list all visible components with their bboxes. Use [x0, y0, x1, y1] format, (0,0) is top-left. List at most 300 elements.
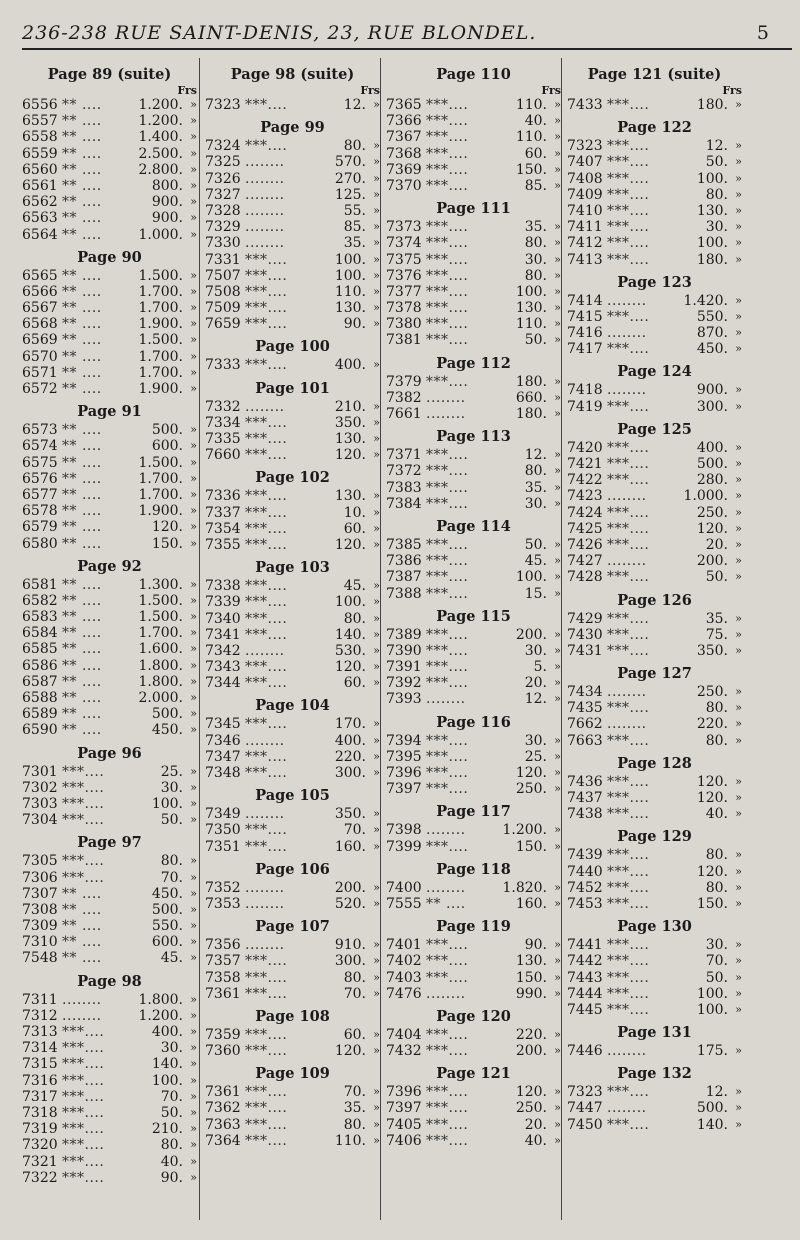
lot-number: 6585	[22, 641, 58, 658]
ditto-mark: »	[735, 554, 742, 568]
ditto-mark: »	[554, 970, 561, 984]
ditto-mark: »	[190, 1008, 197, 1022]
ditto-mark: »	[190, 162, 197, 176]
lot-number: 7383	[386, 479, 422, 496]
ditto-mark: »	[554, 627, 561, 641]
lot-number: 7312	[22, 1007, 58, 1024]
lot-marker: ***....	[607, 773, 650, 790]
lot-price: 900.	[151, 194, 183, 211]
lot-number: 7318	[22, 1104, 58, 1121]
lot-marker: ***....	[426, 1116, 469, 1133]
lot-number: 7444	[567, 985, 603, 1002]
lot-number: 7662	[567, 716, 603, 733]
lot-number: 6584	[22, 625, 58, 642]
table-row	[567, 569, 742, 585]
ditto-mark: »	[190, 227, 197, 241]
lot-price: 120.	[334, 536, 366, 553]
lot-number: 7397	[386, 1100, 422, 1117]
lot-marker: ** ....	[62, 300, 102, 317]
lot-number: 7314	[22, 1040, 58, 1057]
lot-price: 100.	[696, 170, 728, 187]
section-title: Page 89 (suite)	[47, 66, 172, 83]
table-row	[22, 1089, 197, 1105]
ditto-mark: »	[190, 935, 197, 949]
table-row	[205, 880, 380, 896]
ditto-mark: »	[735, 98, 742, 111]
lot-number: 7373	[386, 219, 422, 236]
lot-marker: ***....	[607, 985, 650, 1002]
lot-marker: ***....	[607, 626, 650, 643]
table-row	[205, 659, 380, 675]
lot-number: 7439	[567, 847, 603, 864]
ditto-mark: »	[190, 439, 197, 453]
ditto-mark: »	[373, 643, 380, 657]
ditto-mark: »	[190, 146, 197, 160]
lot-number: 6578	[22, 503, 58, 520]
ditto-mark: »	[735, 236, 742, 250]
ditto-mark: »	[190, 642, 197, 656]
table-row	[567, 138, 742, 154]
lot-price: 5.	[533, 659, 547, 676]
ditto-mark: »	[554, 880, 561, 894]
lot-number: 6559	[22, 145, 58, 162]
lot-marker: ***....	[607, 504, 650, 521]
column-divider	[380, 58, 381, 1220]
lot-number: 7436	[567, 773, 603, 790]
lot-price: 120.	[334, 1043, 366, 1060]
lot-number: 7336	[205, 488, 241, 505]
ditto-mark: »	[554, 954, 561, 968]
lot-marker: ***....	[62, 853, 105, 870]
ditto-mark: »	[373, 489, 380, 503]
lot-price: 350.	[334, 806, 366, 823]
table-row	[386, 586, 561, 602]
table-row	[205, 447, 380, 463]
table-row	[205, 970, 380, 986]
lot-marker: ***....	[62, 795, 105, 812]
section-title: Page 98 (suite)	[230, 66, 355, 83]
ditto-mark: »	[554, 252, 561, 266]
lot-marker: ***....	[426, 161, 469, 178]
lot-price: 125.	[334, 186, 366, 203]
lot-marker: ........	[245, 202, 285, 219]
lot-price: 1.900.	[138, 503, 183, 520]
ditto-mark: »	[190, 577, 197, 591]
ditto-mark: »	[190, 593, 197, 607]
lot-number: 6575	[22, 454, 58, 471]
lot-price: 30.	[524, 732, 547, 749]
lot-number: 7358	[205, 969, 241, 986]
lot-price: 500.	[151, 422, 183, 439]
ditto-mark: »	[373, 284, 380, 298]
lot-marker: ***....	[62, 1056, 105, 1073]
ditto-mark: »	[190, 301, 197, 315]
ditto-mark: »	[190, 1170, 197, 1184]
ditto-mark: »	[554, 1027, 561, 1041]
lot-number: 7431	[567, 642, 603, 659]
ditto-mark: »	[373, 880, 380, 894]
table-row	[567, 1002, 742, 1018]
ditto-mark: »	[190, 423, 197, 437]
lot-number: 7476	[386, 985, 422, 1002]
lot-price: 100.	[151, 1072, 183, 1089]
lot-number: 7353	[205, 895, 241, 912]
column-3	[386, 58, 561, 1218]
table-row	[205, 953, 380, 969]
table-row	[386, 332, 561, 348]
ditto-mark: »	[554, 823, 561, 837]
lot-marker: ........	[426, 822, 466, 839]
lot-marker: ***....	[607, 97, 650, 113]
table-row	[386, 1133, 561, 1149]
lot-price: 1.200.	[138, 1007, 183, 1024]
lot-price: 55.	[343, 202, 366, 219]
table-row	[567, 325, 742, 341]
lot-price: 250.	[515, 1100, 547, 1117]
table-row	[567, 896, 742, 912]
lot-marker: ***....	[607, 732, 650, 749]
lot-marker: ***....	[426, 1084, 469, 1101]
lot-price: 150.	[151, 535, 183, 552]
ditto-mark: »	[190, 723, 197, 737]
ditto-mark: »	[373, 970, 380, 984]
ditto-mark: »	[373, 986, 380, 1000]
ditto-mark: »	[735, 627, 742, 641]
lot-price: 80.	[160, 853, 183, 870]
table-row	[22, 268, 197, 284]
section-title: Page 124	[617, 363, 692, 381]
lot-price: 150.	[696, 895, 728, 912]
table-row	[386, 627, 561, 643]
ditto-mark: »	[373, 432, 380, 445]
table-row	[567, 937, 742, 953]
ditto-mark: »	[190, 487, 197, 501]
ditto-mark: »	[735, 685, 742, 699]
lot-marker: ** ....	[62, 576, 102, 593]
lot-marker: ***....	[607, 569, 650, 586]
lot-price: 220.	[334, 748, 366, 765]
lot-price: 120.	[334, 659, 366, 676]
lot-number: 7361	[205, 985, 241, 1002]
table-row	[205, 765, 380, 781]
ditto-mark: »	[373, 98, 380, 111]
lot-price: 12.	[524, 447, 547, 464]
lot-number: 7363	[205, 1116, 241, 1133]
table-row	[22, 487, 197, 503]
lot-price: 90.	[160, 1169, 183, 1186]
table-row	[205, 986, 380, 1002]
lot-price: 270.	[334, 170, 366, 187]
ditto-mark: »	[735, 570, 742, 584]
section-title: Page 107	[255, 918, 330, 936]
lot-number: 7391	[386, 659, 422, 676]
lot-marker: ***....	[426, 765, 469, 781]
ditto-mark: »	[373, 399, 380, 413]
lot-marker: ***....	[245, 594, 288, 611]
lot-price: 80.	[343, 969, 366, 986]
lot-number: 7328	[205, 202, 241, 219]
table-row	[22, 593, 197, 609]
lot-marker: ***....	[426, 447, 469, 464]
ditto-mark: »	[373, 268, 380, 282]
lot-price: 180.	[696, 251, 728, 268]
lot-number: 7320	[22, 1137, 58, 1154]
lot-price: 530.	[334, 642, 366, 659]
lot-number: 6569	[22, 332, 58, 349]
lot-number: 7317	[22, 1088, 58, 1105]
section-title: Page 98	[77, 972, 142, 990]
lot-price: 1.800.	[138, 991, 183, 1008]
lot-marker: ........	[245, 642, 285, 659]
lot-marker: ** ....	[62, 129, 102, 146]
ditto-mark: »	[373, 171, 380, 185]
table-row	[205, 97, 380, 113]
lot-number: 6566	[22, 283, 58, 300]
lot-number: 7366	[386, 113, 422, 130]
lot-price: 85.	[343, 219, 366, 236]
lot-marker: ***....	[245, 97, 288, 113]
table-row	[22, 1008, 197, 1024]
table-row	[386, 880, 561, 896]
table-row	[205, 187, 380, 203]
lot-number: 7428	[567, 569, 603, 586]
lot-price: 100.	[696, 985, 728, 1002]
lot-price: 35.	[524, 219, 547, 236]
lot-marker: ***....	[426, 1026, 469, 1043]
table-row	[22, 780, 197, 796]
ditto-mark: »	[373, 521, 380, 535]
lot-number: 7323	[567, 1084, 603, 1101]
lot-marker: ***....	[62, 869, 105, 886]
table-row	[567, 399, 742, 415]
table-row	[205, 235, 380, 251]
lot-price: 200.	[334, 879, 366, 896]
section-title: Page 110	[436, 66, 511, 83]
lot-marker: ***....	[245, 520, 288, 537]
lot-number: 7354	[205, 520, 241, 537]
lot-number: 6568	[22, 316, 58, 333]
table-row	[22, 658, 197, 674]
ditto-mark: »	[554, 570, 561, 584]
lot-marker: ***....	[607, 341, 650, 358]
lot-marker: ***....	[426, 536, 469, 553]
table-row	[386, 268, 561, 284]
ditto-mark: »	[190, 268, 197, 282]
lot-marker: ** ....	[62, 609, 102, 626]
lot-marker: ***....	[245, 716, 288, 733]
lot-number: 7660	[205, 447, 241, 464]
ditto-mark: »	[373, 749, 380, 763]
lot-price: 50.	[160, 812, 183, 829]
ditto-mark: »	[190, 211, 197, 225]
ditto-mark: »	[554, 938, 561, 952]
lot-price: 45.	[524, 553, 547, 570]
lot-number: 7349	[205, 806, 241, 823]
lot-price: 570.	[334, 154, 366, 171]
lot-price: 50.	[524, 332, 547, 349]
ditto-mark: »	[554, 407, 561, 420]
table-row	[22, 471, 197, 487]
lot-marker: ***....	[245, 504, 288, 521]
lot-number: 7407	[567, 154, 603, 171]
lot-number: 7381	[386, 332, 422, 349]
lot-price: 110.	[515, 97, 547, 113]
ditto-mark: »	[554, 98, 561, 111]
lot-marker: ***....	[62, 763, 105, 780]
ditto-mark: »	[373, 595, 380, 609]
lot-number: 7319	[22, 1121, 58, 1138]
ditto-mark: »	[735, 643, 742, 657]
lot-price: 140.	[696, 1116, 728, 1133]
table-row	[22, 577, 197, 593]
lot-marker: ***....	[426, 332, 469, 349]
lot-price: 60.	[524, 145, 547, 162]
table-row	[567, 774, 742, 790]
ditto-mark: »	[190, 764, 197, 778]
lot-number: 7357	[205, 953, 241, 970]
ditto-mark: »	[190, 691, 197, 704]
lot-marker: ***....	[607, 863, 650, 880]
table-row	[205, 1100, 380, 1116]
ditto-mark: »	[373, 301, 380, 315]
lot-number: 7411	[567, 219, 603, 236]
lot-price: 120.	[515, 765, 547, 781]
lot-marker: ** ....	[62, 332, 102, 349]
lot-price: 300.	[334, 765, 366, 781]
lot-number: 7322	[22, 1169, 58, 1186]
table-row	[567, 252, 742, 268]
ditto-mark: »	[735, 611, 742, 625]
ditto-mark: »	[554, 1133, 561, 1147]
table-row	[386, 97, 561, 113]
lot-number: 7346	[205, 732, 241, 749]
lot-price: 12.	[705, 1084, 728, 1101]
ditto-mark: »	[190, 992, 197, 1006]
table-row	[386, 1084, 561, 1100]
lot-number: 7408	[567, 170, 603, 187]
ditto-mark: »	[190, 919, 197, 933]
table-row	[567, 472, 742, 488]
ditto-mark: »	[190, 455, 197, 469]
ditto-mark: »	[373, 676, 380, 690]
lot-number: 7441	[567, 937, 603, 954]
ditto-mark: »	[554, 839, 561, 853]
header-rule	[22, 48, 792, 50]
table-row	[567, 293, 742, 309]
lot-number: 7410	[567, 202, 603, 219]
ditto-mark: »	[554, 749, 561, 763]
ditto-mark: »	[735, 1085, 742, 1099]
table-row	[567, 684, 742, 700]
lot-marker: ** ....	[62, 438, 102, 455]
table-row	[205, 749, 380, 765]
lot-price: 120.	[696, 520, 728, 537]
table-row	[22, 853, 197, 869]
lot-marker: ***....	[245, 822, 288, 839]
lot-number: 7301	[22, 763, 58, 780]
lot-number: 6556	[22, 97, 58, 113]
ditto-mark: »	[554, 660, 561, 674]
lot-price: 500.	[696, 1100, 728, 1117]
lot-price: 2.000.	[138, 690, 183, 706]
lot-number: 6581	[22, 576, 58, 593]
table-row	[567, 505, 742, 521]
table-row	[205, 357, 380, 373]
lot-price: 100.	[334, 594, 366, 611]
ditto-mark: »	[190, 674, 197, 688]
lot-number: 7367	[386, 129, 422, 146]
ditto-mark: »	[190, 707, 197, 721]
ditto-mark: »	[735, 139, 742, 153]
table-row	[386, 316, 561, 332]
ditto-mark: »	[554, 782, 561, 796]
lot-price: 140.	[334, 626, 366, 643]
lot-marker: ** ....	[62, 381, 102, 397]
table-row	[567, 341, 742, 357]
ditto-mark: »	[190, 1025, 197, 1038]
lot-price: 100.	[334, 251, 366, 268]
ditto-mark: »	[190, 854, 197, 868]
ditto-mark: »	[373, 896, 380, 910]
lot-number: 7404	[386, 1026, 422, 1043]
lot-number: 7327	[205, 186, 241, 203]
ditto-mark: »	[373, 717, 380, 731]
lot-marker: ** ....	[62, 641, 102, 658]
lot-price: 110.	[334, 1132, 366, 1149]
lot-marker: ***....	[245, 610, 288, 627]
lot-price: 75.	[705, 626, 728, 643]
ditto-mark: »	[373, 155, 380, 169]
table-row	[386, 1117, 561, 1133]
lot-number: 7344	[205, 675, 241, 692]
lot-number: 7311	[22, 991, 58, 1008]
lot-price: 50.	[524, 536, 547, 553]
lot-marker: ***....	[245, 838, 288, 855]
section-title: Page 121	[436, 1065, 511, 1083]
lot-marker: ........	[62, 1007, 102, 1024]
table-row	[22, 722, 197, 738]
lot-marker: ** ....	[62, 885, 102, 902]
ditto-mark: »	[554, 178, 561, 192]
lot-number: 7412	[567, 235, 603, 252]
lot-marker: ** ....	[62, 161, 102, 178]
lot-marker: ***....	[426, 553, 469, 570]
table-row	[205, 896, 380, 912]
table-row	[386, 178, 561, 194]
table-row	[22, 300, 197, 316]
lot-price: 30.	[160, 779, 183, 796]
ditto-mark: »	[554, 643, 561, 657]
ditto-mark: »	[735, 309, 742, 323]
lot-marker: ***....	[245, 1084, 288, 1101]
lot-number: 7427	[567, 553, 603, 570]
lot-price: 40.	[524, 1132, 547, 1149]
section-title: Page 117	[436, 803, 511, 821]
lot-marker: ***....	[426, 585, 469, 602]
lot-number: 7339	[205, 594, 241, 611]
lot-price: 130.	[515, 300, 547, 317]
page-number: 5	[756, 22, 770, 44]
lot-marker: ** ....	[62, 470, 102, 487]
lot-marker: ***....	[245, 953, 288, 970]
ditto-mark: »	[554, 1117, 561, 1131]
lot-marker: ***....	[245, 316, 288, 333]
ditto-mark: »	[373, 236, 380, 250]
lot-price: 30.	[705, 219, 728, 236]
ditto-mark: »	[373, 203, 380, 217]
table-row	[22, 764, 197, 780]
ditto-mark: »	[554, 374, 561, 388]
